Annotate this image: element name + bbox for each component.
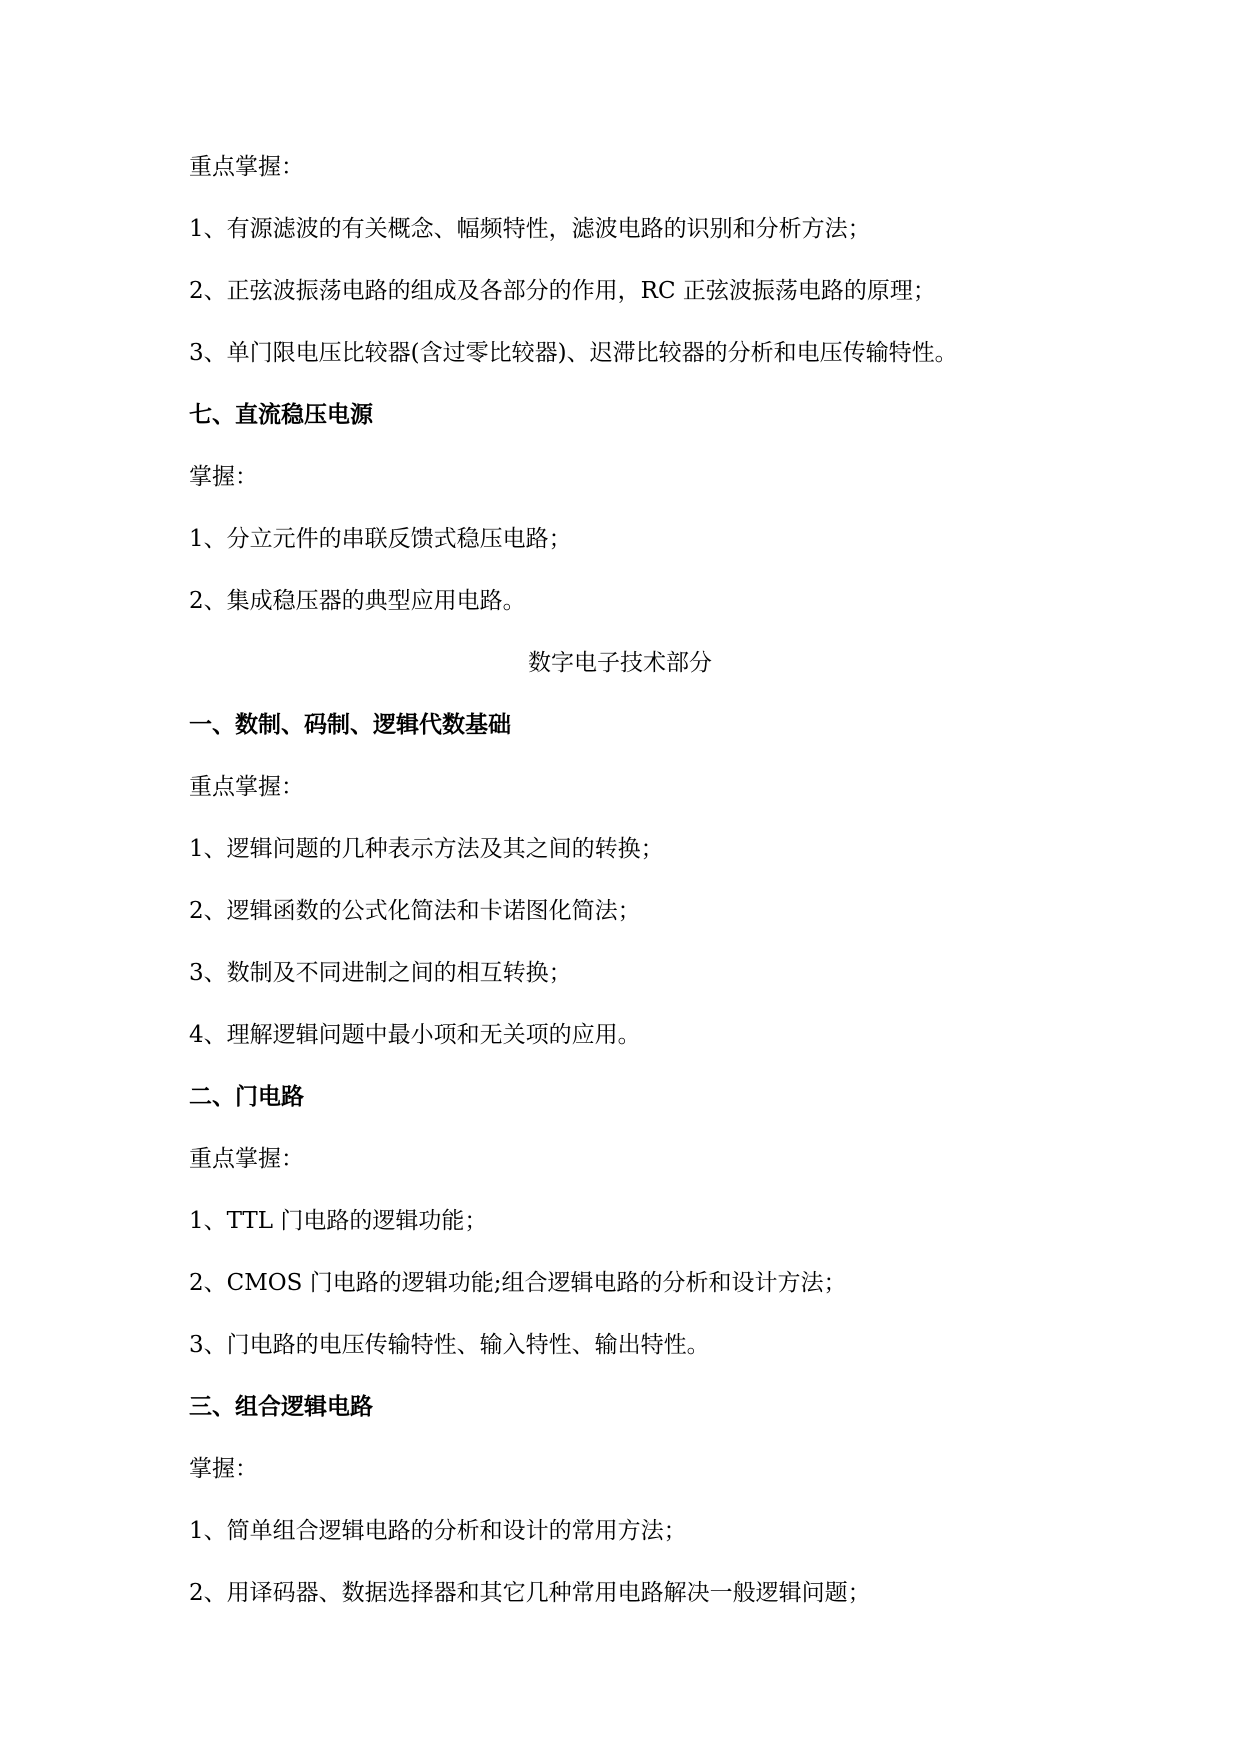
list-item: 3、单门限电压比较器(含过零比较器)、迟滞比较器的分析和电压传输特性。 [189,340,958,366]
label-text: 重点掌握： [189,774,304,800]
list-item: 2、集成稳压器的典型应用电路。 [189,588,526,614]
list-item: 1、简单组合逻辑电路的分析和设计的常用方法； [189,1518,687,1544]
list-item: 3、数制及不同进制之间的相互转换； [189,960,572,986]
section-heading: 三、组合逻辑电路 [189,1393,373,1420]
list-item: 1、TTL 门电路的逻辑功能； [189,1208,488,1234]
part-title: 数字电子技术部分 [528,650,712,676]
label-text: 掌握： [189,464,258,490]
list-item: 2、逻辑函数的公式化简法和卡诺图化简法； [189,898,641,924]
label-text: 重点掌握： [189,154,304,180]
list-item: 1、逻辑问题的几种表示方法及其之间的转换； [189,836,664,862]
section-heading: 二、门电路 [189,1083,304,1110]
section-heading: 七、直流稳压电源 [189,401,373,428]
label-text: 重点掌握： [189,1146,304,1172]
section-heading: 一、数制、码制、逻辑代数基础 [189,711,511,738]
list-item: 1、有源滤波的有关概念、幅频特性，滤波电路的识别和分析方法； [189,216,871,242]
list-item: 2、用译码器、数据选择器和其它几种常用电路解决一般逻辑问题； [189,1580,871,1606]
list-item: 4、理解逻辑问题中最小项和无关项的应用。 [189,1022,641,1048]
list-item: 2、正弦波振荡电路的组成及各部分的作用，RC 正弦波振荡电路的原理； [189,278,936,304]
list-item: 3、门电路的电压传输特性、输入特性、输出特性。 [189,1332,710,1358]
label-text: 掌握： [189,1456,258,1482]
list-item: 2、CMOS 门电路的逻辑功能;组合逻辑电路的分析和设计方法； [189,1270,847,1296]
list-item: 1、分立元件的串联反馈式稳压电路； [189,526,572,552]
